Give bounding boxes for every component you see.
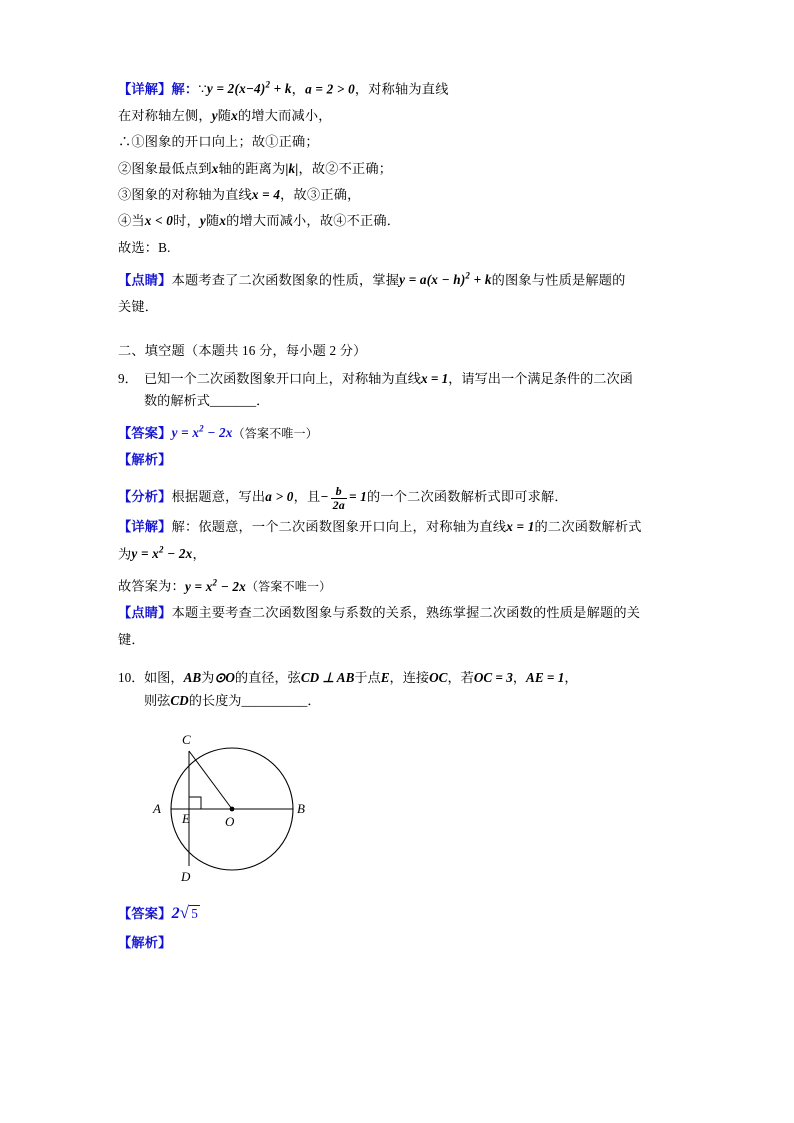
q10-text-a: 如图， [144, 670, 184, 686]
radical-sign: √ [179, 903, 190, 923]
q9-final-text-a: 故答案为： [118, 578, 185, 594]
question-10 [118, 667, 678, 712]
chord-cd: CD [170, 692, 189, 708]
label-d: D [181, 869, 191, 885]
q9-fenxi-text-c: 的一个二次函数解析式即可求解． [366, 489, 568, 505]
section-title: 二、填空题（本题共 16 分，每小题 2 分） [118, 343, 367, 359]
q10-analysis-tag: 【解析】 [118, 935, 172, 951]
q9-dianjing-text-a: 本题主要考查二次函数图象与系数的关系，熟练掌握二次函数的性质是解题的关 [171, 605, 641, 621]
q9-answer-line [118, 422, 678, 444]
q9-text-c: 数的解析式_______． [144, 393, 270, 409]
q9-fenxi-line [118, 485, 678, 511]
label-b: B [297, 801, 305, 817]
q9-analysis-tag: 【解析】 [118, 451, 172, 467]
q10-text-f: ，连接 [389, 670, 430, 686]
q9-fenxi-text-a: 根据题意，写出 [171, 489, 266, 505]
q9-fenxi-text-b: ，且 [293, 489, 321, 505]
segment-oc: OC [429, 670, 448, 686]
q9-text-b: ，请写出一个满足条件的二次函 [448, 370, 633, 386]
fraction-numerator: b [331, 485, 347, 499]
circle-o: ⊙O [214, 670, 235, 686]
equation-general-vertex: $y = a(x - h)^2 + k$ [399, 271, 492, 288]
label-o: O [225, 814, 235, 830]
q9-final-note: （答案不唯一） [245, 579, 332, 594]
label-c: C [182, 732, 191, 748]
question-9-number: 9． [118, 370, 138, 386]
right-angle-mark [189, 797, 201, 809]
point-e: E [380, 670, 390, 686]
q9-answer-tag: 【答案】 [118, 425, 172, 441]
text-distance: 轴的距离为 [218, 160, 286, 176]
q9-final-answer-line [118, 575, 678, 597]
answer-choice-line: 故选：B. [118, 239, 171, 255]
q10-text-b: 为 [201, 670, 215, 686]
detail-tag: 【详解】解： [118, 81, 199, 97]
comma-1: ， [291, 81, 306, 97]
dianjing-text-a: 本题考查了二次函数图象的性质，掌握 [171, 272, 400, 288]
question-9 [118, 368, 678, 413]
q9-detail-text-a: 解：依题意，一个二次函数图象开口向上，对称轴为直线 [171, 519, 507, 535]
circle-figure [140, 726, 678, 891]
var-x-2: x [211, 160, 219, 176]
abs-k: |k| [285, 160, 299, 176]
text-when: ④当 [118, 213, 145, 229]
text-vertex: ，对称轴为直线 [354, 81, 449, 97]
q9-dianjing-line-1 [118, 602, 678, 623]
question-9-body [144, 368, 678, 413]
detail-line-1 [118, 78, 678, 100]
oc-equals-3: OC = 3 [473, 670, 513, 686]
text-axis-a: ③图象的对称轴为直线 [118, 186, 252, 202]
q9-dianjing-line-2: 键． [118, 631, 145, 647]
q9-text-a: 已知一个二次函数图象开口向上，对称轴为直线 [144, 370, 421, 386]
q9-detail-line-1 [118, 516, 678, 537]
q10-comma-1: ， [512, 670, 527, 686]
q9-condition-a-positive: a > 0 [265, 489, 294, 505]
equation-a-positive: a = 2 > 0 [305, 81, 355, 97]
center-point-o [230, 807, 235, 812]
text-shi: 时， [173, 213, 200, 229]
var-x-3: x [219, 213, 227, 229]
q10-answer-line [118, 899, 678, 927]
fraction-denominator: 2a [332, 497, 345, 512]
document-page [118, 78, 678, 959]
detail-line-5 [118, 184, 678, 205]
q9-detail-tag: 【详解】 [118, 519, 172, 535]
dianjing-line-2: 关键． [118, 298, 159, 314]
q9-analysis-tag-line [118, 449, 678, 470]
fraction-b-over-2a [331, 485, 347, 511]
text-left-of-axis-a: 在对称轴左侧， [118, 107, 212, 123]
cd-perp-ab: CD ⊥ AB [300, 670, 355, 686]
text-sui-1: 随 [217, 107, 232, 123]
q10-comma-2: ， [564, 670, 578, 686]
segment-ab: AB [183, 670, 202, 686]
var-x-1: x [231, 107, 238, 123]
question-10-body [144, 667, 678, 712]
dianjing-tag: 【点睛】 [118, 272, 172, 288]
dianjing-text-b: 的图象与性质是解题的 [491, 272, 626, 288]
q10-text-d: 于点 [354, 670, 381, 686]
text-decrease-1: 的增大而减小， [237, 107, 332, 123]
q9-detail-text-b: 的二次函数解析式 [534, 519, 642, 535]
detail-line-4 [118, 158, 678, 179]
text-correct-3: ，故③正确， [280, 186, 361, 202]
segment-oc-line [189, 751, 232, 809]
q10-text-k: 的长度为__________． [188, 692, 321, 708]
q9-detail-text-c: 为 [118, 546, 132, 562]
text-wrong-4: 的增大而减小，故④不正确． [226, 213, 401, 229]
q9-axis-equation: x = 1 [420, 370, 449, 386]
radicand-value: 5 [191, 906, 199, 922]
q10-answer-coefficient: 2 [171, 905, 180, 923]
equation-vertex-form: $y = 2(x-4)^2 + k$ [206, 80, 292, 97]
condition-x-lt-0: x < 0 [144, 213, 174, 229]
label-a: A [153, 801, 161, 817]
q10-answer-tag: 【答案】 [118, 906, 172, 922]
q9-detail-line-2 [118, 543, 678, 565]
text-wrong-2: ，故②不正确； [298, 160, 393, 176]
equation-axis-x4: x = 4 [251, 186, 281, 202]
detail-line-2 [118, 105, 678, 126]
detail-line-6 [118, 210, 678, 231]
minus-sign: − [320, 489, 329, 505]
fraction-equals-one: = 1 [348, 489, 367, 505]
q9-fenxi-tag: 【分析】 [118, 489, 172, 505]
q9-detail-axis-eq: x = 1 [506, 519, 535, 535]
q9-final-equation: $y = x^2 - 2x$ [184, 577, 246, 594]
detail-line-3: ∴①图象的开口向上；故①正确； [118, 134, 319, 150]
q9-detail-equation: $y = x^2 - 2x$ [131, 544, 193, 562]
dianjing-line-1 [118, 269, 678, 291]
text-sui-2: 随 [205, 213, 220, 229]
q9-detail-comma: ， [192, 546, 206, 562]
text-lowest-a: ②图象最低点到 [118, 160, 212, 176]
q10-text-j: 则弦 [144, 692, 171, 708]
because-symbol: ∵ [198, 81, 207, 97]
q10-answer-sqrt [180, 899, 200, 927]
var-y-1: y [211, 107, 218, 123]
q10-analysis-tag-line [118, 932, 678, 953]
q10-text-c: 的直径，弦 [234, 670, 301, 686]
q9-answer-note: （答案不唯一） [232, 426, 319, 441]
ae-equals-1: AE = 1 [526, 670, 565, 686]
var-y-2: y [199, 213, 206, 229]
q10-text-g: ，若 [447, 670, 474, 686]
label-e: E [182, 811, 190, 827]
question-10-number: 10． [118, 670, 145, 686]
q9-dianjing-tag: 【点睛】 [118, 605, 172, 621]
q9-answer-equation: $y = x^2 - 2x$ [171, 423, 233, 441]
circle-diagram-svg [140, 726, 340, 886]
